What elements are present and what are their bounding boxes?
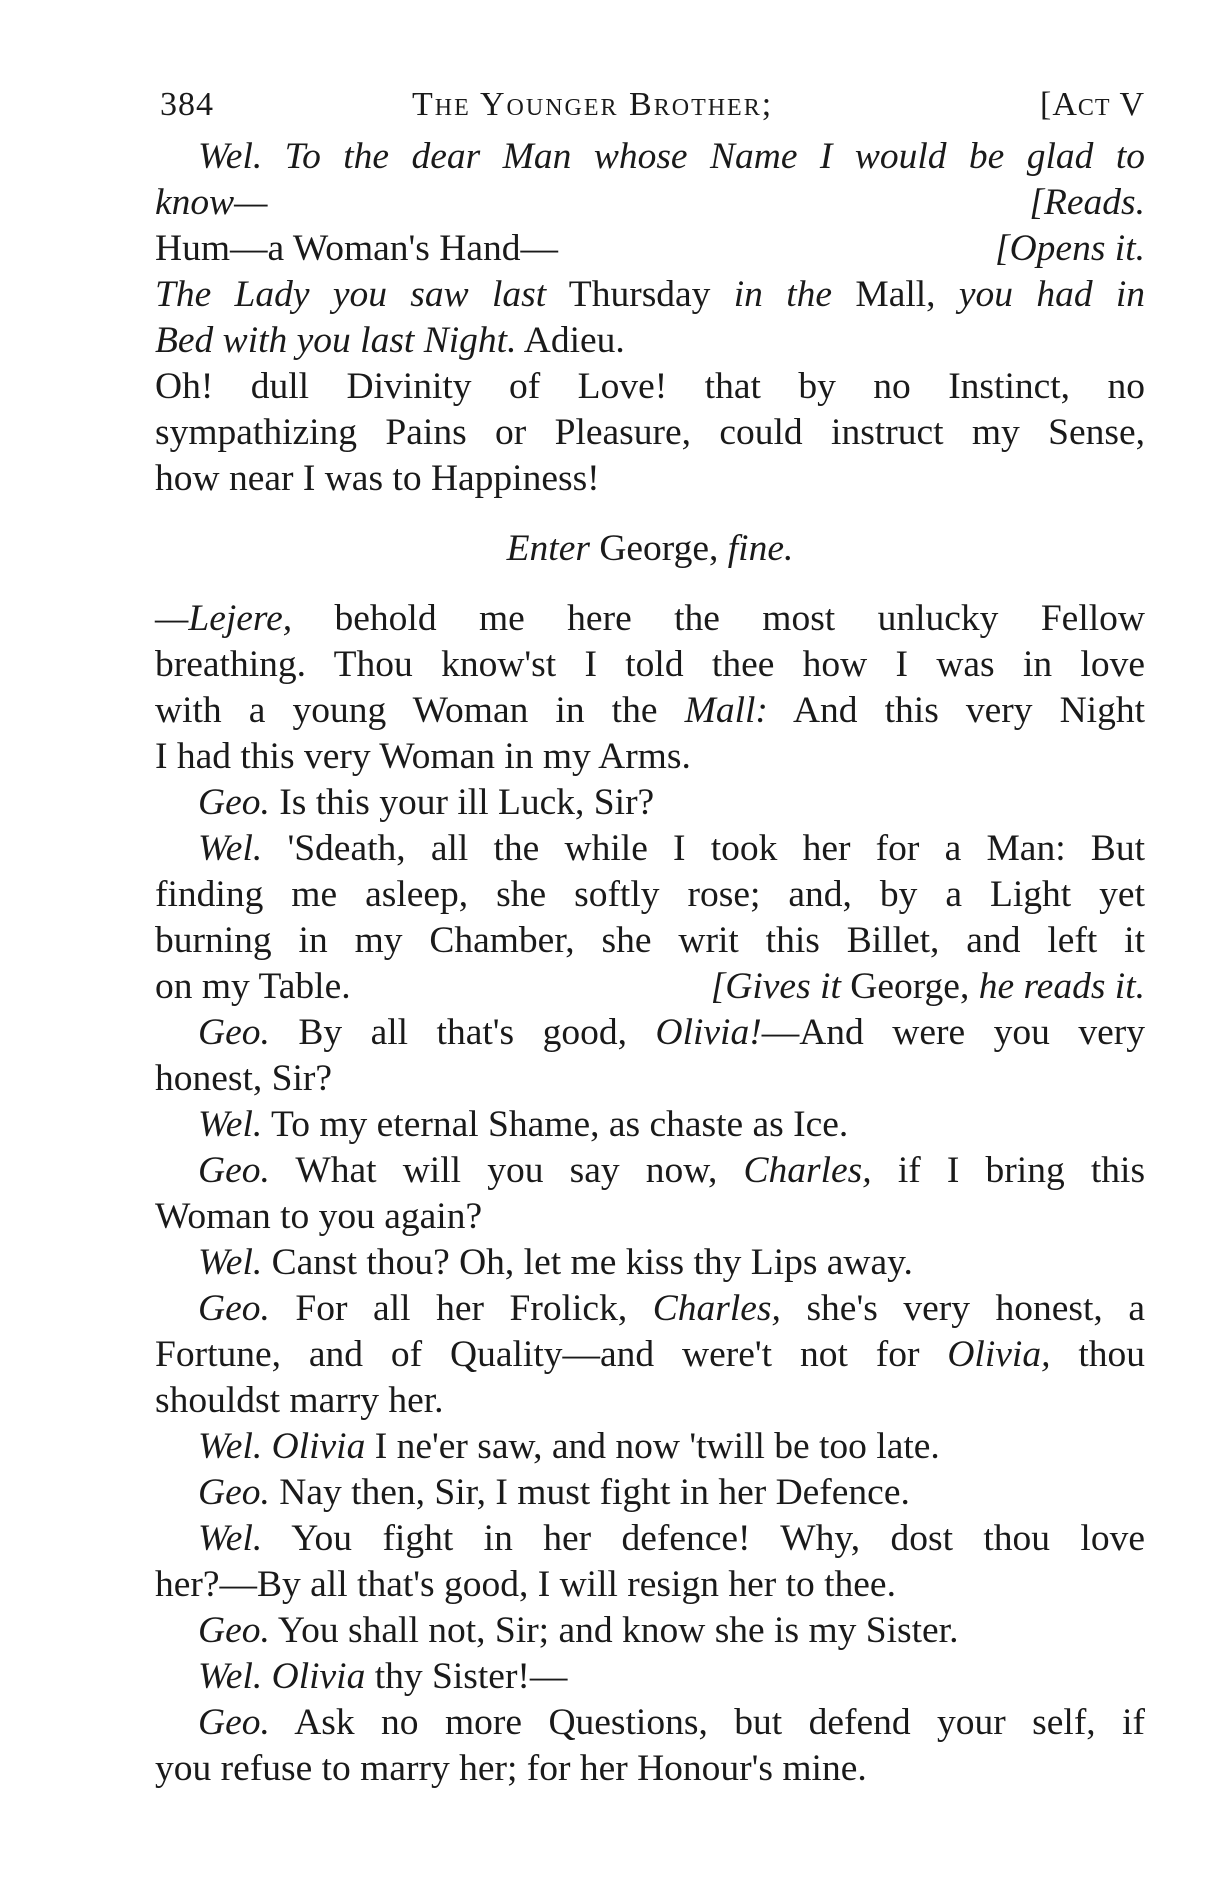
- spacer: [155, 572, 1145, 596]
- speaker: Wel.: [198, 1426, 263, 1467]
- stage-direction: fine.: [727, 528, 794, 569]
- text-line: sympathizing Pains or Pleasure, could instruct my Sense,: [155, 412, 1145, 453]
- text-line: I had this very Woman in my Arms.: [155, 736, 691, 777]
- speaker: Geo.: [198, 1702, 270, 1743]
- line-text: Charles,: [652, 1288, 781, 1329]
- line-text: Canst thou? Oh, let me kiss thy Lips away.: [271, 1242, 913, 1283]
- text-line: you refuse to marry her; for her Honour's mine.: [155, 1748, 867, 1789]
- running-title: The Younger Brother;: [412, 86, 774, 123]
- line-text: Thursday: [568, 274, 711, 315]
- stage-direction: [711, 964, 1145, 1010]
- text-line: [155, 780, 1145, 826]
- line-text: Mall,: [855, 274, 936, 315]
- line-text: Olivia!: [655, 1012, 762, 1053]
- speaker: Geo.: [198, 1150, 270, 1191]
- stage-direction: [Opens it.: [995, 228, 1145, 269]
- line-text: You shall not, Sir; and know she is my Sister.: [277, 1610, 959, 1651]
- text-line: [155, 1102, 1145, 1148]
- text-line: [155, 226, 1145, 272]
- text-line: [155, 134, 1145, 180]
- act-marker: [Act V: [1040, 86, 1145, 123]
- text-line: [155, 272, 1145, 318]
- text-line: [155, 688, 1145, 734]
- text-line: shouldst marry her.: [155, 1380, 444, 1421]
- running-header: [160, 86, 1145, 136]
- text-line: burning in my Chamber, she writ this Billet, and left it: [155, 920, 1145, 961]
- line-text: with a young Woman in the: [155, 690, 658, 731]
- line-text: 'Sdeath, all the while I took her for a Man: But: [287, 828, 1145, 869]
- line-text: behold me here the most unlucky Fellow: [334, 598, 1145, 639]
- text-line: [155, 318, 1145, 364]
- line-text: Charles,: [743, 1150, 872, 1191]
- speaker: Wel.: [198, 1104, 263, 1145]
- line-text: Nay then, Sir, I must fight in her Defence.: [279, 1472, 910, 1513]
- line-text: The Lady you saw last: [155, 274, 547, 315]
- text-line: [155, 1148, 1145, 1194]
- line-text: For all her Frolick,: [295, 1288, 628, 1329]
- line-text: —And were you very: [761, 1012, 1145, 1053]
- speaker: Wel.: [198, 1518, 263, 1559]
- line-text: Olivia: [271, 1426, 366, 1467]
- line-text: Fortune, and of Quality—and were't not for: [155, 1334, 920, 1375]
- speaker: Wel.: [198, 136, 263, 177]
- line-text: thou: [1078, 1334, 1145, 1375]
- stage-entry: [155, 526, 1145, 572]
- speaker: Geo.: [198, 1472, 270, 1513]
- text-line: [155, 1424, 1145, 1470]
- line-text: if I bring this: [897, 1150, 1146, 1191]
- speaker: Geo.: [198, 1288, 270, 1329]
- line-text: I ne'er saw, and now 'twill be too late.: [374, 1426, 940, 1467]
- line-text: Is this your ill Luck, Sir?: [279, 782, 655, 823]
- text-line: finding me asleep, she softly rose; and, by a Light yet: [155, 874, 1145, 915]
- text-line: [155, 1516, 1145, 1562]
- play-text: [155, 134, 1145, 1792]
- text-line: Oh! dull Divinity of Love! that by no Instinct, no: [155, 366, 1145, 407]
- text-line: [155, 1654, 1145, 1700]
- line-text: Hum—a Woman's Hand—: [155, 228, 558, 269]
- line-text: she's very honest, a: [806, 1288, 1145, 1329]
- text-line: her?—By all that's good, I will resign her to thee.: [155, 1564, 896, 1605]
- text-line: [155, 180, 1145, 226]
- text-line: [155, 1010, 1145, 1056]
- line-text: To the dear Man whose Name I would be glad to: [284, 136, 1146, 177]
- line-text: To my eternal Shame, as chaste as Ice.: [270, 1104, 849, 1145]
- character-name: George,: [850, 966, 970, 1007]
- speaker: Wel.: [198, 1656, 263, 1697]
- line-text: And this very Night: [792, 690, 1145, 731]
- spacer: [155, 502, 1145, 526]
- text-line: Woman to you again?: [155, 1196, 483, 1237]
- line-text: know—: [155, 182, 268, 223]
- text-line: [155, 1470, 1145, 1516]
- text-line: breathing. Thou know'st I told thee how I was in love: [155, 644, 1145, 685]
- line-text: Olivia,: [947, 1334, 1051, 1375]
- character-name: George,: [599, 528, 719, 569]
- line-text: Bed with you last Night.: [155, 320, 517, 361]
- line-text: You fight in her defence! Why, dost thou love: [291, 1518, 1145, 1559]
- text-line: honest, Sir?: [155, 1058, 333, 1099]
- line-text: —Lejere,: [155, 598, 293, 639]
- line-text: in the: [733, 274, 833, 315]
- text-line: [155, 1240, 1145, 1286]
- stage-direction-text: he reads it.: [978, 966, 1145, 1007]
- line-text: thy Sister!—: [374, 1656, 568, 1697]
- text-line: [155, 1332, 1145, 1378]
- speaker: Wel.: [198, 828, 263, 869]
- line-text: Ask no more Questions, but defend your self, if: [294, 1702, 1145, 1743]
- text-line: [155, 964, 1145, 1010]
- stage-direction: [Reads.: [1029, 182, 1145, 223]
- speaker: Wel.: [198, 1242, 263, 1283]
- stage-direction: Enter: [506, 528, 590, 569]
- speaker: Geo.: [198, 782, 270, 823]
- line-text: By all that's good,: [298, 1012, 627, 1053]
- text-line: how near I was to Happiness!: [155, 458, 600, 499]
- text-line: [155, 1286, 1145, 1332]
- line-text: What will you say now,: [295, 1150, 718, 1191]
- line-text: Mall:: [684, 690, 768, 731]
- line-text: Olivia: [271, 1656, 366, 1697]
- line-text: Adieu.: [523, 320, 625, 361]
- stage-direction-text: [Gives it: [710, 966, 841, 1007]
- line-text: you had in: [958, 274, 1146, 315]
- page-number: 384: [160, 86, 214, 123]
- text-line: [155, 1608, 1145, 1654]
- speaker: Geo.: [198, 1610, 270, 1651]
- text-line: [155, 596, 1145, 642]
- line-text: on my Table.: [155, 966, 351, 1007]
- text-line: [155, 1700, 1145, 1746]
- text-line: [155, 826, 1145, 872]
- speaker: Geo.: [198, 1012, 270, 1053]
